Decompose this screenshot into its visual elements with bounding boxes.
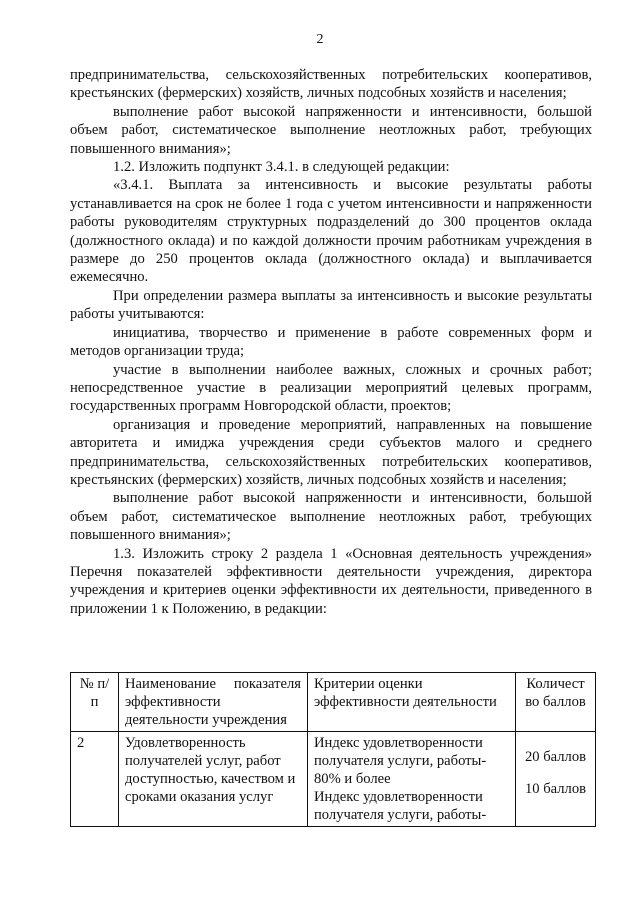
criteria-item: Индекс удовлетворенности получателя услуги, работы- (314, 789, 487, 823)
paragraph: участие в выполнении наиболее важных, сложных и срочных работ; непосредственное участие в реализации мероприятий целевых программ, государственных программ Новгородской области, проектов; (70, 361, 592, 415)
criteria-table (70, 672, 596, 827)
paragraph: выполнение работ высокой напряженности и интенсивности, большой объем работ, систематическое выполнение неотложных работ, требующих повышенного внимания»; (70, 103, 592, 157)
table-row (71, 732, 596, 827)
paragraph: При определении размера выплаты за интенсивность и высокие результаты работы учитываются: (70, 287, 592, 323)
row-score (516, 732, 596, 827)
row-number: 2 (71, 732, 119, 827)
header-criteria: Критерии оценки эффективности деятельности (308, 673, 516, 732)
paragraph: выполнение работ высокой напряженности и интенсивности, большой объем работ, систематическое выполнение неотложных работ, требующих повышенного внимания»; (70, 490, 592, 544)
table-header-row (71, 673, 596, 732)
row-indicator-name: Удовлетворенность получателей услуг, работ доступностью, качеством и сроками оказания услуг (119, 732, 308, 827)
paragraph: «3.4.1. Выплата за интенсивность и высокие результаты работы устанавливается на срок не более 1 года с учетом интенсивности и напряженности работы руководителям структурных подразделений до 300 процентов оклада (должностного оклада) и по каждой должности прочим работникам учреждения в размере до 250 процентов оклада (должностного оклада) и выплачивается ежемесячно. (70, 177, 592, 286)
paragraph: инициатива, творчество и применение в работе современных форм и методов организации труда; (70, 324, 592, 360)
document-body (70, 66, 592, 618)
paragraph: предпринимательства, сельскохозяйственных потребительских кооперативов, крестьянских (фермерских) хозяйств, личных подсобных хозяйств и населения; (70, 67, 592, 102)
score-value: 20 баллов (524, 749, 587, 765)
header-indicator-name: Наименование показателя эффективности деятельности учреждения (119, 673, 308, 732)
criteria-item: Индекс удовлетворенности получателя услуги, работы- 80% и более (314, 735, 487, 787)
paragraph: 1.3. Изложить строку 2 раздела 1 «Основная деятельность учреждения» Перечня показателей эффективности деятельности учреждения, директора учреждения и критериев оценки эффективности их деятельности, приведенного в приложении 1 к Положению, в редакции: (70, 545, 592, 617)
header-score: Количест во баллов (516, 673, 596, 732)
paragraph: 1.2. Изложить подпункт 3.4.1. в следующей редакции: (113, 159, 450, 176)
header-number: № п/п (71, 673, 119, 732)
score-value: 10 баллов (524, 781, 587, 797)
page-number: 2 (316, 32, 324, 47)
row-criteria (308, 732, 516, 827)
paragraph: организация и проведение мероприятий, направленных на повышение авторитета и имиджа учреждения среди субъектов малого и среднего предпринимательства, сельскохозяйственных потребительских кооперативов, крестьянских (фермерских) хозяйств, личных подсобных хозяйств и населения; (70, 416, 592, 488)
